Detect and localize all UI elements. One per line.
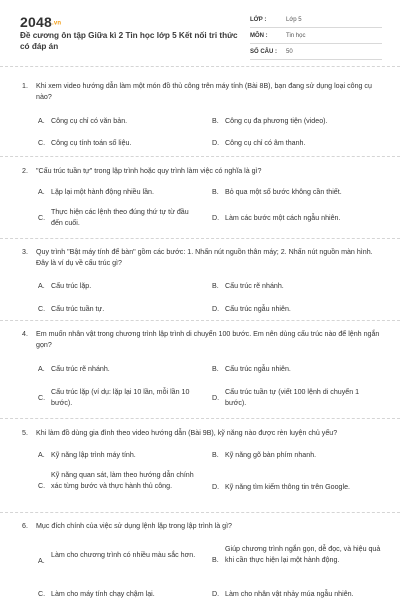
info-row-count <box>250 44 382 60</box>
option-d[interactable] <box>212 304 382 315</box>
info-row-class <box>250 12 382 28</box>
info-value: Lớp 5 <box>286 16 302 23</box>
option-a[interactable] <box>38 281 198 292</box>
question-text: "Cấu trúc tuần tự" trong lập trình hoặc quy trình làm việc có nghĩa là gì? <box>36 167 262 175</box>
option-b[interactable] <box>212 364 382 375</box>
info-label: SỐ CÂU : <box>250 48 277 55</box>
option-text: Cấu trúc lặp (ví dụ: lặp lại 10 lần, mỗi lần 10 bước). <box>51 388 190 407</box>
option-text: Lặp lại một hành động nhiều lần. <box>51 188 154 196</box>
option-letter: B. <box>212 451 219 459</box>
question-text: Quy trình "Bật máy tính để bàn" gồm các bước: 1. Nhấn nút nguồn thân máy; 2. Nhấn nút nguồn màn hình. Đây là ví dụ về cấu trúc gì? <box>36 248 373 267</box>
option-letter: A. <box>38 556 45 565</box>
option-letter: A. <box>38 451 45 459</box>
option-c[interactable] <box>38 387 198 408</box>
option-letter: B. <box>212 555 219 564</box>
option-letter: B. <box>212 282 219 290</box>
logo-main: 2048 <box>20 14 52 30</box>
option-text: Công cụ chỉ có âm thanh. <box>225 139 306 147</box>
option-c[interactable] <box>38 589 198 600</box>
option-letter: D. <box>212 139 220 147</box>
question-divider <box>0 156 400 157</box>
logo-suffix: .vn <box>51 20 62 27</box>
option-text: Cấu trúc tuần tự. <box>51 305 105 313</box>
site-logo[interactable] <box>20 14 61 30</box>
option-a[interactable] <box>38 187 198 198</box>
question-divider <box>0 512 400 513</box>
option-text: Giúp chương trình ngắn gọn, dễ đọc, và hiệu quả khi cần thực hiện lại một hành động. <box>225 545 381 564</box>
option-text: Cấu trúc ngẫu nhiên. <box>225 365 291 373</box>
info-row-subject <box>250 28 382 44</box>
info-value: 50 <box>286 48 293 55</box>
option-text: Cấu trúc rẽ nhánh. <box>51 365 110 373</box>
option-text: Công cụ tính toán số liệu. <box>51 139 132 147</box>
option-letter: A. <box>38 117 45 125</box>
option-text: Cấu trúc tuần tự (viết 100 lệnh di chuyển 1 bước). <box>225 388 360 407</box>
option-letter: B. <box>212 188 219 196</box>
option-text: Kỹ năng tìm kiếm thông tin trên Google. <box>225 483 350 491</box>
question-number: 1. <box>22 82 28 90</box>
header-divider <box>0 66 400 67</box>
option-text: Kỹ năng lập trình máy tính. <box>51 451 136 459</box>
option-b[interactable] <box>212 281 382 292</box>
option-letter: C. <box>38 213 46 222</box>
document-header <box>0 0 400 62</box>
option-d[interactable] <box>212 387 382 408</box>
option-letter: B. <box>212 117 219 125</box>
option-letter: C. <box>38 393 46 402</box>
option-text: Bỏ qua một số bước không cần thiết. <box>225 188 342 196</box>
option-text: Làm cho chương trình có nhiều màu sắc hơn. <box>51 551 196 559</box>
question-text: Khi làm đồ dùng gia đình theo video hướng dẫn (Bài 9B), kỹ năng nào được rèn luyện chủ yếu? <box>36 429 338 437</box>
option-text: Kỹ năng quan sát, làm theo hướng dẫn chính xác từng bước và thực hành thủ công. <box>51 471 194 490</box>
option-letter: D. <box>212 483 220 491</box>
question-text: Mục đích chính của việc sử dụng lệnh lặp trong lập trình là gì? <box>36 522 233 530</box>
info-value: Tin học <box>286 32 306 39</box>
question-number: 3. <box>22 248 28 256</box>
option-text: Công cụ chỉ có văn bản. <box>51 117 128 125</box>
option-text: Cấu trúc lặp. <box>51 282 92 290</box>
option-b[interactable] <box>212 450 382 461</box>
option-a[interactable] <box>38 450 198 461</box>
option-d[interactable] <box>212 482 382 493</box>
option-letter: D. <box>212 393 220 402</box>
option-b[interactable] <box>212 187 382 198</box>
option-letter: D. <box>212 590 220 598</box>
option-d[interactable] <box>212 138 382 149</box>
option-c[interactable] <box>38 207 198 228</box>
question-number: 5. <box>22 429 28 437</box>
option-letter: C. <box>38 481 46 490</box>
option-b[interactable] <box>212 116 382 127</box>
info-label: LỚP : <box>250 16 267 23</box>
option-a[interactable] <box>38 116 198 127</box>
option-letter: D. <box>212 214 220 222</box>
option-letter: C. <box>38 305 46 313</box>
option-text: Thực hiện các lệnh theo đúng thứ tự từ đầu đến cuối. <box>51 208 189 227</box>
option-letter: A. <box>38 282 45 290</box>
option-c[interactable] <box>38 470 198 502</box>
question-number: 6. <box>22 522 28 530</box>
info-label: MÔN : <box>250 32 268 39</box>
option-text: Làm các bước một cách ngẫu nhiên. <box>225 214 341 222</box>
question-text: Em muốn nhân vật trong chương trình lập trình di chuyển 100 bước. Em nên dùng cấu trúc nào để lệnh ngắn gọn? <box>36 330 380 349</box>
option-letter: B. <box>212 365 219 373</box>
question-divider <box>0 320 400 321</box>
option-letter: A. <box>38 188 45 196</box>
question-divider <box>0 238 400 239</box>
document-title: Đề cương ôn tập Giữa kì 2 Tin học lớp 5 Kết nối tri thức có đáp án <box>20 31 238 51</box>
option-b[interactable] <box>212 544 382 576</box>
question-divider <box>0 418 400 419</box>
question-number: 4. <box>22 330 28 338</box>
option-text: Công cụ đa phương tiện (video). <box>225 117 328 125</box>
question-text: Khi xem video hướng dẫn làm một món đồ thủ công trên máy tính (Bài 8B), bạn đang sử dụng loại công cụ nào? <box>36 82 372 101</box>
option-a[interactable] <box>38 545 198 577</box>
option-a[interactable] <box>38 364 198 375</box>
option-d[interactable] <box>212 589 382 600</box>
option-c[interactable] <box>38 138 198 149</box>
document-info <box>250 12 382 60</box>
option-d[interactable] <box>212 213 382 224</box>
option-text: Cấu trúc rẽ nhánh. <box>225 282 284 290</box>
option-c[interactable] <box>38 304 198 315</box>
option-text: Cấu trúc ngẫu nhiên. <box>225 305 291 313</box>
option-text: Làm cho nhân vật nhảy múa ngẫu nhiên. <box>225 590 354 598</box>
option-letter: A. <box>38 365 45 373</box>
question-number: 2. <box>22 167 28 175</box>
option-letter: C. <box>38 139 46 147</box>
option-text: Kỹ năng gõ bàn phím nhanh. <box>225 451 317 459</box>
option-letter: D. <box>212 305 220 313</box>
option-text: Làm cho máy tính chạy chậm lại. <box>51 590 155 598</box>
option-letter: C. <box>38 590 46 598</box>
